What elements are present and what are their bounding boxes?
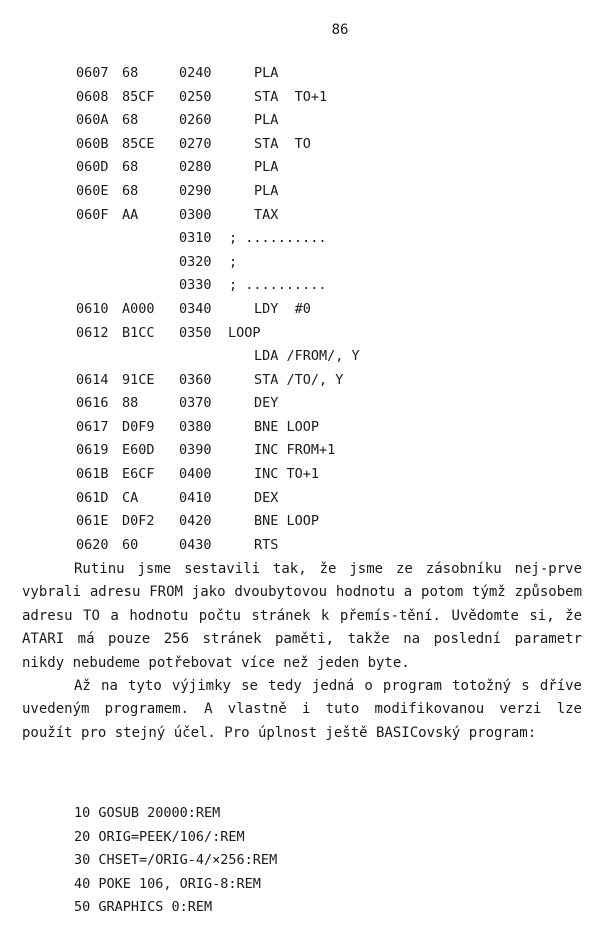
source-line-number: 0420 xyxy=(179,513,212,530)
machine-code: 68 xyxy=(122,65,139,81)
listing-row xyxy=(0,463,600,487)
label: LOOP xyxy=(228,324,261,341)
source-line-number: 0300 xyxy=(179,206,212,223)
machine-code: 88 xyxy=(122,395,139,412)
source-line-number: 0390 xyxy=(179,442,212,459)
source-line-number: 0240 xyxy=(179,65,212,81)
comment: ; .......... xyxy=(229,230,327,247)
machine-code: 68 xyxy=(122,182,139,199)
listing-row xyxy=(0,133,600,157)
machine-code: 68 xyxy=(122,159,139,176)
source-line-number: 0430 xyxy=(179,536,212,553)
listing-row xyxy=(0,487,600,511)
listing-row xyxy=(0,322,600,369)
instruction-continued: LDA /FROM/, Y xyxy=(254,347,360,364)
instruction: BNE LOOP xyxy=(254,418,320,435)
listing-row xyxy=(0,416,600,440)
instruction: BNE LOOP xyxy=(254,513,320,530)
source-line-number: 0370 xyxy=(179,395,212,412)
source-line-number: 0320 xyxy=(179,253,212,270)
listing-row xyxy=(0,392,600,416)
source-line-number: 0410 xyxy=(179,489,212,506)
source-line-number: 0350 xyxy=(179,324,212,341)
basic-line: 50 GRAPHICS 0:REM xyxy=(74,899,213,916)
machine-code: B1CC xyxy=(122,324,155,341)
source-line-number: 0250 xyxy=(179,88,212,105)
machine-code: D0F2 xyxy=(122,513,155,530)
address: 061E xyxy=(76,513,109,530)
address: 061B xyxy=(76,465,109,482)
body-text xyxy=(22,558,582,745)
paragraph-2: Až na tyto výjimky se tedy jedná o program totožný s dříve uvedeným programem. A vlastně i tuto modifikovanou verzi lze použít pro stejný účel. Pro úplnost ještě BASICovský program: xyxy=(22,678,582,741)
source-line-number: 0290 xyxy=(179,182,212,199)
comment: ; xyxy=(229,253,238,270)
listing-row xyxy=(0,251,600,275)
instruction: INC TO+1 xyxy=(254,465,320,482)
source-line-number: 0310 xyxy=(179,230,212,247)
address: 0617 xyxy=(76,418,109,435)
machine-code: 85CE xyxy=(122,135,155,152)
machine-code: 85CF xyxy=(122,88,155,105)
address: 060E xyxy=(76,182,109,199)
address: 0608 xyxy=(76,88,109,105)
address: 061D xyxy=(76,489,109,506)
listing-row xyxy=(0,369,600,393)
machine-code: AA xyxy=(122,206,139,223)
address: 0610 xyxy=(76,300,109,317)
instruction: PLA xyxy=(254,65,279,81)
machine-code: 60 xyxy=(122,536,139,553)
address: 060F xyxy=(76,206,109,223)
instruction: INC FROM+1 xyxy=(254,442,336,459)
instruction: PLA xyxy=(254,159,279,176)
comment: ; .......... xyxy=(229,277,327,294)
basic-line: 40 POKE 106, ORIG-8:REM xyxy=(74,875,261,892)
address: 060A xyxy=(76,112,109,129)
address: 0616 xyxy=(76,395,109,412)
machine-code: E6CF xyxy=(122,465,155,482)
machine-code: 91CE xyxy=(122,371,155,388)
source-line-number: 0340 xyxy=(179,300,212,317)
listing-row xyxy=(0,62,600,86)
instruction: LDY #0 xyxy=(254,300,311,317)
instruction: STA TO+1 xyxy=(254,88,328,105)
listing-row xyxy=(0,227,600,251)
instruction: STA /TO/, Y xyxy=(254,371,344,388)
basic-program-listing xyxy=(74,802,277,920)
source-line-number: 0400 xyxy=(179,465,212,482)
listing-row xyxy=(0,298,600,322)
source-line-number: 0270 xyxy=(179,135,212,152)
instruction: RTS xyxy=(254,536,279,553)
source-line-number: 0280 xyxy=(179,159,212,176)
machine-code: A000 xyxy=(122,300,155,317)
listing-row xyxy=(0,274,600,298)
source-line-number: 0380 xyxy=(179,418,212,435)
address: 0607 xyxy=(76,65,109,81)
basic-line: 20 ORIG=PEEK/106/:REM xyxy=(74,828,245,845)
source-line-number: 0330 xyxy=(179,277,212,294)
source-line-number: 0260 xyxy=(179,112,212,129)
address: 060B xyxy=(76,135,109,152)
page-number: 86 xyxy=(331,22,349,38)
address: 0620 xyxy=(76,536,109,553)
basic-line: 30 CHSET=/ORIG-4/×256:REM xyxy=(74,852,278,869)
instruction: PLA xyxy=(254,182,279,199)
listing-row xyxy=(0,109,600,133)
address: 060D xyxy=(76,159,109,176)
listing-row xyxy=(0,204,600,228)
listing-row xyxy=(0,534,600,558)
machine-code: E60D xyxy=(122,442,155,459)
listing-row xyxy=(0,180,600,204)
machine-code: D0F9 xyxy=(122,418,155,435)
instruction: DEX xyxy=(254,489,279,506)
basic-line: 10 GOSUB 20000:REM xyxy=(74,805,221,821)
instruction: PLA xyxy=(254,112,279,129)
assembly-listing xyxy=(0,62,600,557)
listing-row xyxy=(0,510,600,534)
instruction: DEY xyxy=(254,395,279,412)
listing-row xyxy=(0,156,600,180)
instruction: TAX xyxy=(254,206,279,223)
address: 0619 xyxy=(76,442,109,459)
paragraph-1: Rutinu jsme sestavili tak, že jsme ze zásobníku nej-prve vybrali adresu FROM jako dvoubytovou hodnotu a potom týmž způsobem adresu TO a hodnotu počtu stránek k přemís-tění. Uvědomte si, že ATARI má pouze 256 stránek paměti, takže na poslední parametr nikdy nebudeme potřebovat více než jeden byte. xyxy=(22,561,582,671)
machine-code: CA xyxy=(122,489,139,506)
instruction: STA TO xyxy=(254,135,311,152)
listing-row xyxy=(0,86,600,110)
machine-code: 68 xyxy=(122,112,139,129)
listing-row xyxy=(0,439,600,463)
address: 0612 xyxy=(76,324,109,341)
address: 0614 xyxy=(76,371,109,388)
source-line-number: 0360 xyxy=(179,371,212,388)
